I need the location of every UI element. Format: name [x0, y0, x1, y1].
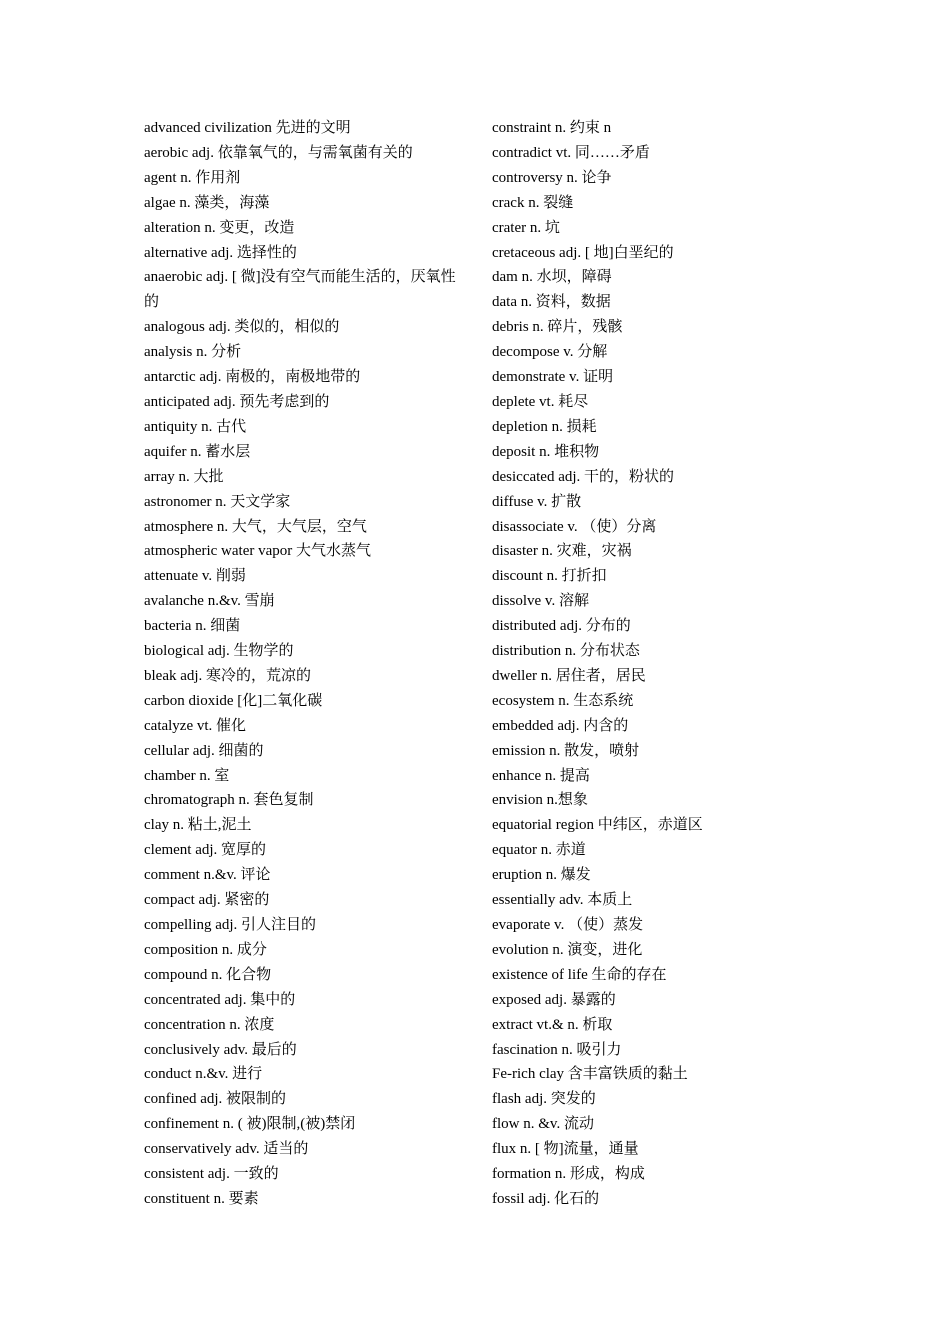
- vocab-entry: evolution n. 演变，进化: [492, 941, 643, 958]
- vocab-entry: advanced civilization 先进的文明: [144, 120, 351, 136]
- vocab-entry: agent n. 作用剂: [144, 169, 241, 186]
- vocab-entry: conservatively adv. 适当的: [144, 1141, 309, 1158]
- vocab-entry: formation n. 形成，构成: [492, 1166, 645, 1183]
- vocab-entry: demonstrate v. 证明: [492, 369, 614, 386]
- vocab-entry: concentrated adj. 集中的: [144, 991, 296, 1008]
- vocab-entry: carbon dioxide [化]二氧化碳: [144, 692, 323, 709]
- vocab-entry: alternative adj. 选择性的: [144, 244, 297, 261]
- vocab-entry: confinement n. ( 被)限制,(被)禁闭: [144, 1116, 356, 1133]
- vocab-entry: enhance n. 提高: [492, 767, 590, 784]
- vocab-entry: analogous adj. 类似的，相似的: [144, 319, 340, 336]
- vocab-entry: distributed adj. 分布的: [492, 618, 631, 635]
- vocab-entry: antiquity n. 古代: [144, 418, 247, 435]
- vocab-entry: contradict vt. 同……矛盾: [492, 144, 650, 161]
- vocab-entry: eruption n. 爆发: [492, 867, 591, 884]
- vocab-entry: decompose v. 分解: [492, 344, 608, 361]
- vocab-entry: controversy n. 论争: [492, 169, 612, 186]
- vocab-entry: biological adj. 生物学的: [144, 643, 294, 660]
- vocab-entry: confined adj. 被限制的: [144, 1091, 287, 1108]
- vocab-entry: disaster n. 灾难，灾祸: [492, 543, 632, 560]
- vocab-entry: clay n. 粘土,泥土: [144, 817, 252, 834]
- vocab-entry: comment n.&v. 评论: [144, 867, 271, 884]
- vocab-entry: dam n. 水坝，障碍: [492, 269, 612, 286]
- vocab-entry: equatorial region 中纬区，赤道区: [492, 817, 703, 834]
- vocab-entry: disassociate v. （使）分离: [492, 518, 657, 535]
- vocab-entry: flash adj. 突发的: [492, 1091, 596, 1108]
- vocab-entry: exposed adj. 暴露的: [492, 991, 616, 1008]
- vocab-entry: clement adj. 宽厚的: [144, 842, 267, 859]
- vocab-entry: data n. 资料，数据: [492, 294, 611, 311]
- vocab-entry: cretaceous adj. [ 地]白垩纪的: [492, 244, 674, 261]
- vocab-entry: analysis n. 分析: [144, 344, 242, 361]
- vocab-entry: fossil adj. 化石的: [492, 1190, 600, 1207]
- vocab-entry: emission n. 散发，喷射: [492, 742, 640, 759]
- vocab-entry: crater n. 坑: [492, 219, 560, 236]
- vocab-entry: distribution n. 分布状态: [492, 643, 640, 660]
- vocab-entry: conduct n.&v. 进行: [144, 1066, 263, 1083]
- vocab-entry: aquifer n. 蓄水层: [144, 443, 251, 460]
- vocab-entry: consistent adj. 一致的: [144, 1166, 279, 1183]
- vocab-entry: extract vt.& n. 析取: [492, 1016, 613, 1033]
- vocab-entry: depletion n. 损耗: [492, 418, 597, 435]
- vocab-entry: constituent n. 要素: [144, 1190, 259, 1207]
- vocab-entry: diffuse v. 扩散: [492, 493, 582, 510]
- vocab-entry: aerobic adj. 依靠氧气的，与需氧菌有关的: [144, 144, 413, 161]
- vocab-entry: avalanche n.&v. 雪崩: [144, 593, 275, 610]
- vocab-entry: existence of life 生命的存在: [492, 966, 667, 983]
- vocab-entry: discount n. 打折扣: [492, 568, 607, 585]
- vocab-entry: array n. 大批: [144, 468, 224, 485]
- vocab-entry: Fe-rich clay 含丰富铁质的黏土: [492, 1066, 688, 1083]
- vocab-entry: chamber n. 室: [144, 767, 230, 784]
- vocab-entry: compound n. 化合物: [144, 966, 272, 983]
- vocab-entry: bacteria n. 细菌: [144, 618, 241, 635]
- vocab-entry: astronomer n. 天文学家: [144, 493, 291, 510]
- vocab-entry: dissolve v. 溶解: [492, 593, 589, 610]
- vocab-entry: atmosphere n. 大气，大气层，空气: [144, 518, 367, 535]
- vocab-entry: flux n. [ 物]流量，通量: [492, 1141, 639, 1158]
- vocab-entry: debris n. 碎片，残骸: [492, 319, 623, 336]
- vocab-entry: embedded adj. 内含的: [492, 717, 629, 734]
- vocab-entry: conclusively adv. 最后的: [144, 1041, 297, 1058]
- vocab-entry: algae n. 藻类，海藻: [144, 194, 270, 211]
- vocab-entry: evaporate v. （使）蒸发: [492, 917, 644, 933]
- vocab-entry: fascination n. 吸引力: [492, 1041, 622, 1058]
- vocab-entry: atmospheric water vapor 大气水蒸气: [144, 543, 372, 560]
- vocab-entry: attenuate v. 削弱: [144, 568, 246, 585]
- vocab-entry: equator n. 赤道: [492, 842, 586, 859]
- vocab-entry: cellular adj. 细菌的: [144, 742, 264, 759]
- vocab-entry: antarctic adj. 南极的，南极地带的: [144, 369, 361, 386]
- vocab-entry: anaerobic adj. [ 微]没有空气而能生活的，厌氧性的: [144, 269, 456, 311]
- vocab-entry: deplete vt. 耗尽: [492, 393, 589, 410]
- vocab-entry: ecosystem n. 生态系统: [492, 692, 634, 709]
- vocab-entry: deposit n. 堆积物: [492, 443, 600, 460]
- vocab-entry: bleak adj. 寒冷的，荒凉的: [144, 667, 312, 684]
- vocab-entry: crack n. 裂缝: [492, 194, 574, 211]
- left-word-list: [144, 116, 469, 1212]
- vocab-entry: constraint n. 约束 n: [492, 120, 612, 136]
- vocab-entry: alteration n. 变更，改造: [144, 219, 295, 236]
- vocab-entry: essentially adv. 本质上: [492, 892, 633, 909]
- vocab-entry: compact adj. 紧密的: [144, 892, 270, 909]
- vocab-entry: desiccated adj. 干的，粉状的: [492, 468, 675, 485]
- vocab-entry: composition n. 成分: [144, 941, 267, 958]
- vocab-entry: envision n.想象: [492, 792, 588, 809]
- vocab-entry: catalyze vt. 催化: [144, 717, 247, 734]
- vocab-entry: chromatograph n. 套色复制: [144, 792, 314, 809]
- vocab-entry: flow n. &v. 流动: [492, 1116, 594, 1133]
- vocab-entry: dweller n. 居住者，居民: [492, 667, 646, 684]
- vocab-entry: concentration n. 浓度: [144, 1016, 275, 1033]
- right-word-list: [492, 116, 822, 1212]
- vocab-entry: compelling adj. 引人注目的: [144, 917, 317, 933]
- vocab-entry: anticipated adj. 预先考虑到的: [144, 393, 330, 410]
